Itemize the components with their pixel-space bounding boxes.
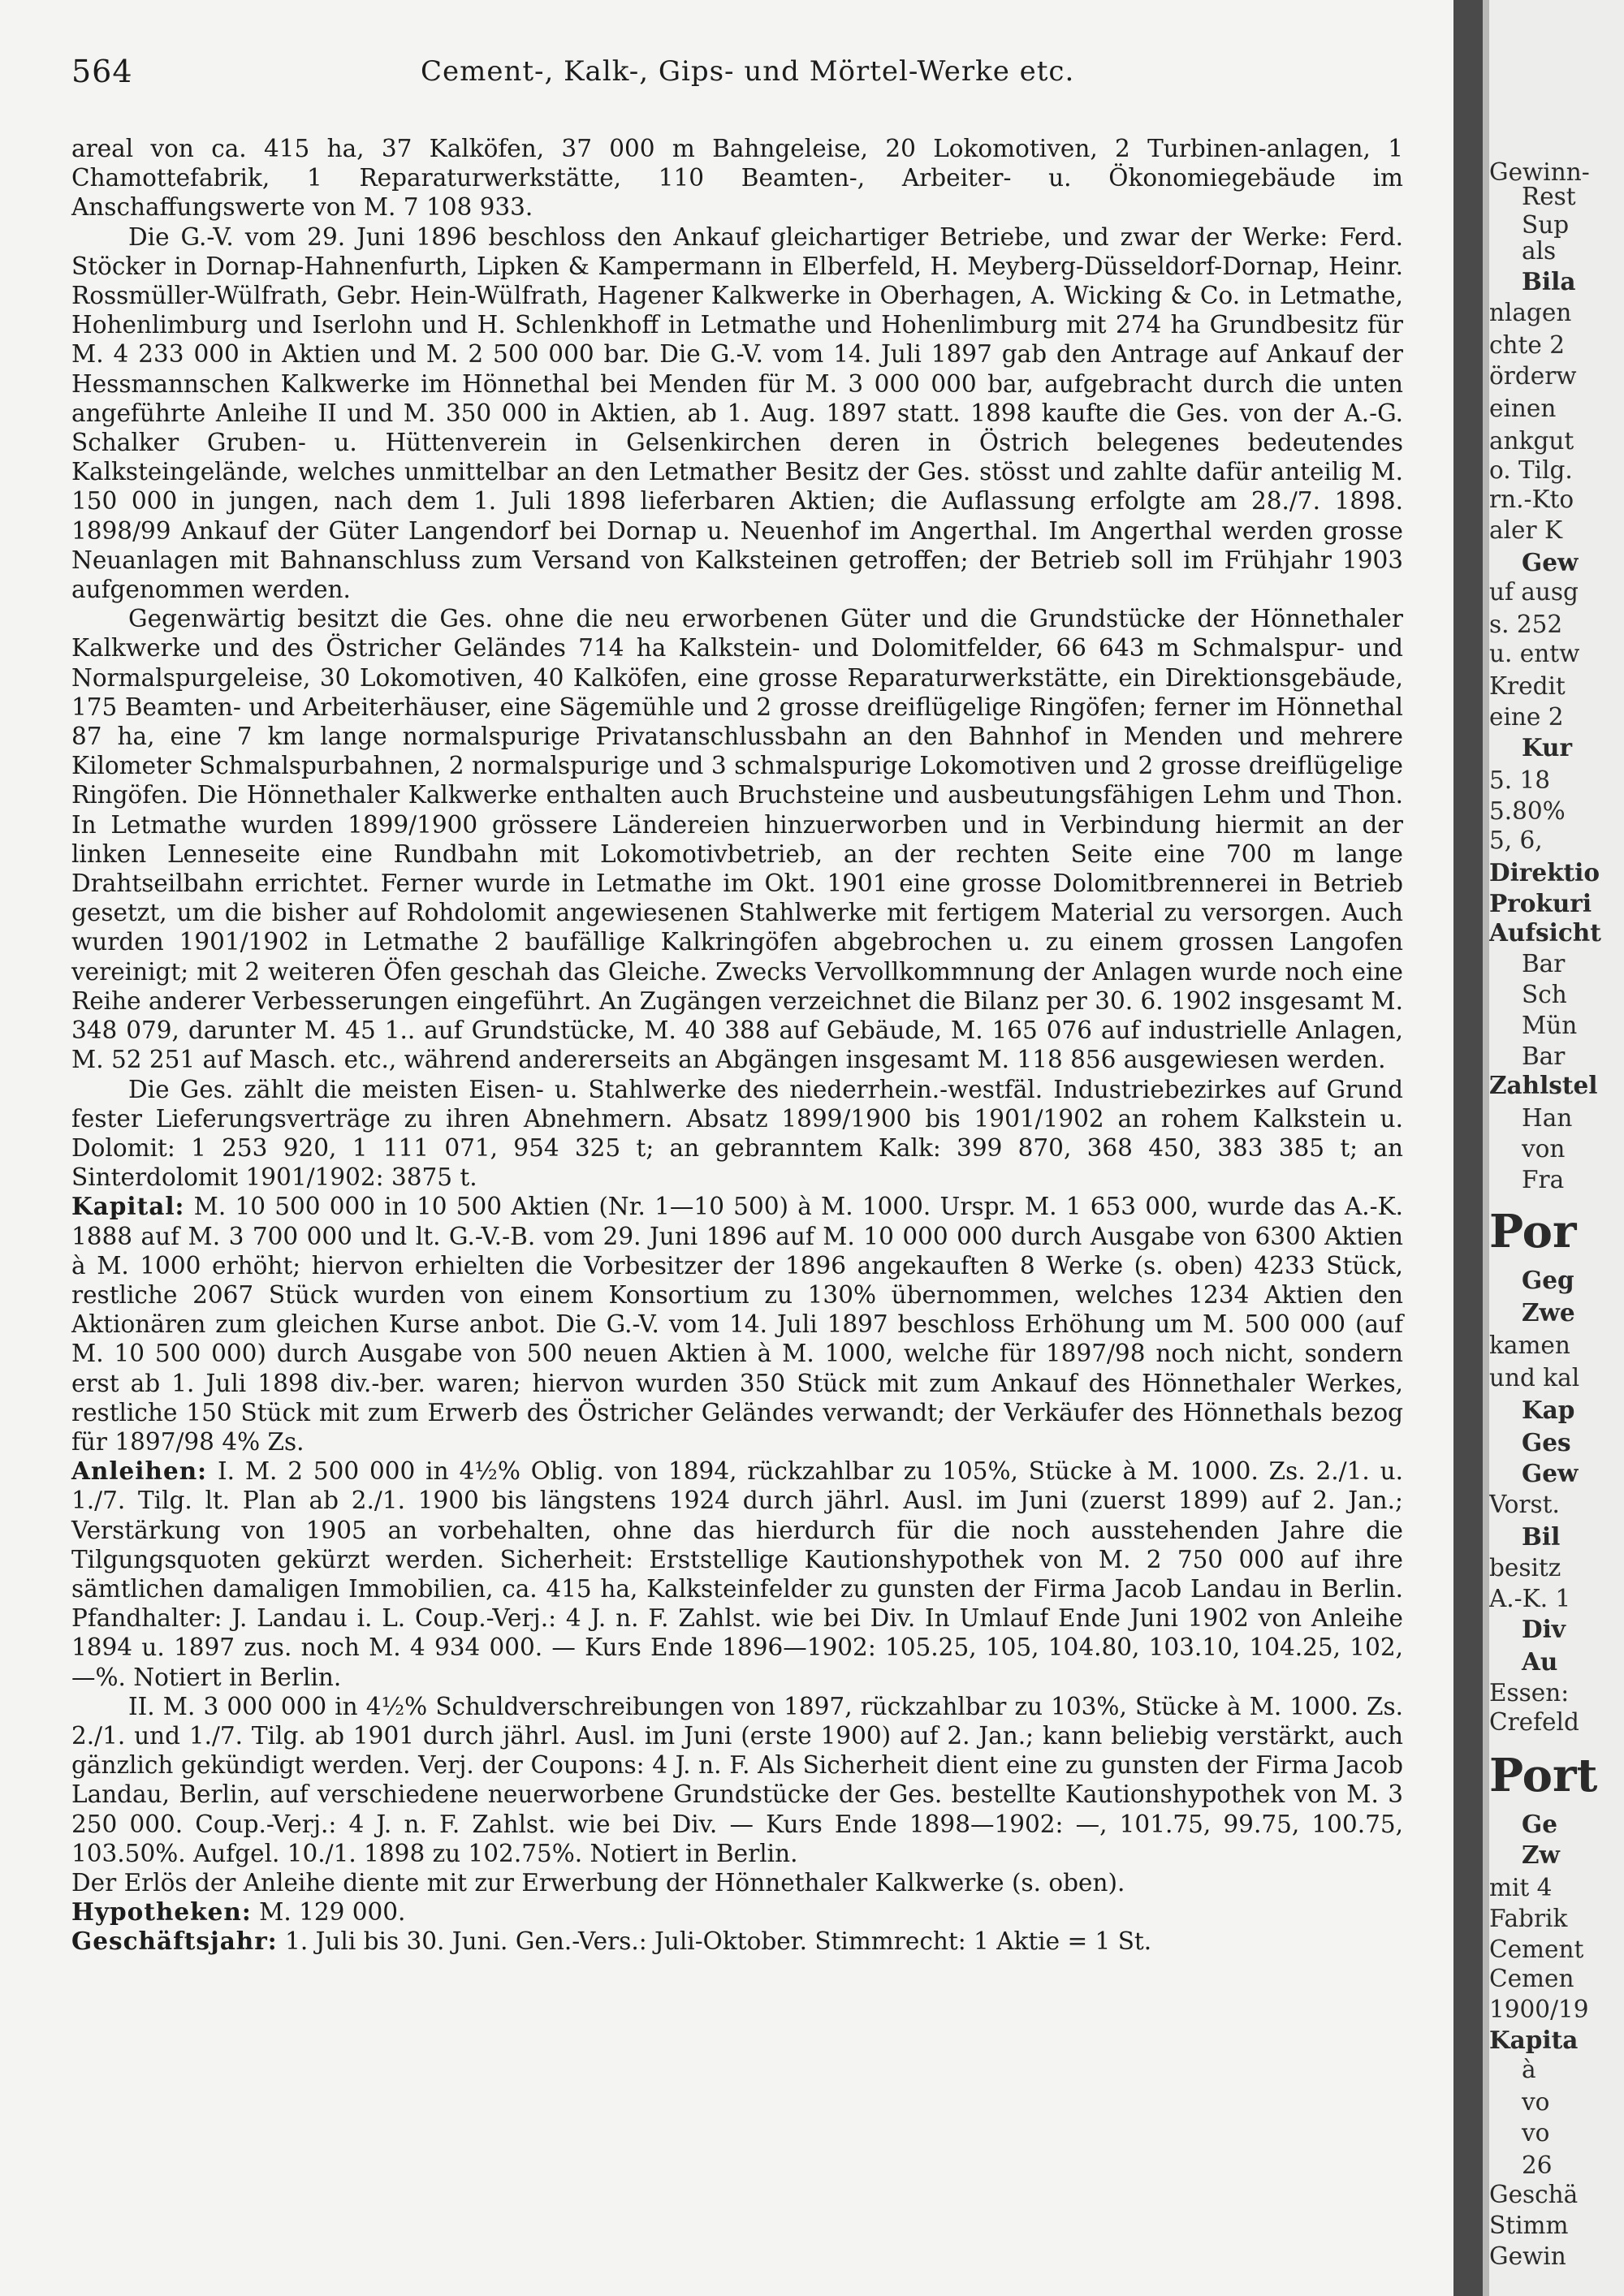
adjacent-text-fragment: Zw	[1522, 1841, 1560, 1869]
adjacent-text-fragment: Kap	[1522, 1396, 1575, 1424]
section-label: Geschäftsjahr:	[71, 1927, 278, 1956]
paragraph	[71, 604, 1403, 1074]
adjacent-text-fragment: Cement	[1489, 1936, 1584, 1963]
running-title: Cement-, Kalk-, Gips- und Mörtel-Werke etc.	[421, 55, 1075, 88]
adjacent-text-fragment: Bar	[1522, 1042, 1566, 1070]
adjacent-text-fragment: o. Tilg.	[1489, 456, 1573, 484]
paragraph-text: Die Ges. zählt die meisten Eisen- u. Stahlwerke des niederrhein.-westfäl. Industriebezirkes auf Grund fester Lieferungsverträge zu ihren Abnehmern. Absatz 1899/1900 bis 1901/1902 an rohem Kalkstein u. Dolomit: 1 253 920, 1 111 071, 954 325 t; an gebranntem Kalk: 399 870, 368 450, 383 385 t; an Sinterdolomit 1901/1902: 3875 t.	[71, 1075, 1403, 1192]
paragraph-text: areal von ca. 415 ha, 37 Kalköfen, 37 000 m Bahngeleise, 20 Lokomotiven, 2 Turbinen-anlagen, 1 Chamottefabrik, 1 Reparaturwerkstätte, 110 Beamten-, Arbeiter- u. Ökonomiegebäude im Anschaffungswerte von M. 7 108 933.	[71, 135, 1403, 222]
adjacent-text-fragment: Fra	[1522, 1166, 1565, 1193]
adjacent-text-fragment: 5, 6,	[1489, 826, 1543, 854]
adjacent-text-fragment: Au	[1522, 1647, 1558, 1676]
adjacent-text-fragment: Gewin	[1489, 2242, 1566, 2270]
adjacent-text-fragment: vo	[1522, 2088, 1550, 2116]
adjacent-text-fragment: Zwe	[1522, 1298, 1575, 1327]
adjacent-text-fragment: Bar	[1522, 950, 1566, 978]
section-label: Hypotheken:	[71, 1897, 252, 1927]
paragraph	[71, 1692, 1403, 1868]
adjacent-text-fragment: 5.80%	[1489, 797, 1566, 825]
gutter-shadow	[1453, 0, 1483, 2296]
section-paragraph	[71, 1927, 1403, 1956]
adjacent-text-fragment: 26	[1522, 2151, 1553, 2179]
adjacent-text-fragment: uf ausg	[1489, 578, 1579, 606]
gutter-edge	[1483, 0, 1489, 2296]
paragraph	[71, 222, 1403, 605]
adjacent-text-fragment: Direktio	[1489, 858, 1600, 887]
adjacent-text-fragment: Kredit	[1489, 672, 1566, 700]
adjacent-text-fragment: Port	[1489, 1749, 1598, 1802]
adjacent-text-fragment: Zahlstel	[1489, 1071, 1598, 1099]
adjacent-text-fragment: einen	[1489, 395, 1557, 422]
paragraph-text: Die G.-V. vom 29. Juni 1896 beschloss den Ankauf gleichartiger Betriebe, und zwar der Werke: Ferd. Stöcker in Dornap-Hahnenfurth, Lipken & Kampermann in Elberfeld, H. Meyberg-Düsseldorf-Dornap, Heinr. Rossmüller-Wülfrath, Gebr. Hein-Wülfrath, Hagener Kalkwerke in Oberhagen, A. Wicking & Co. in Letmathe, Hohenlimburg und Iserlohn und H. Schlenkhoff in Letmathe und Hohenlimburg mit 274 ha Grundbesitz für M. 4 233 000 in Aktien und M. 2 500 000 bar. Die G.-V. vom 14. Juli 1897 gab den Antrage auf Ankauf der Hessmannschen Kalkwerke im Hönnethal bei Menden für M. 3 000 000 bar, aufgebracht durch die unten angeführte Anleihe II und M. 350 000 in Aktien, ab 1. Aug. 1897 statt. 1898 kaufte die Ges. von der A.-G. Schalker Gruben- u. Hüttenverein in Gelsenkirchen deren in Östrich belegenes bedeutendes Kalksteingelände, welches unmittelbar an den Letmather Besitz der Ges. stösst und zahlte dafür anteilig M. 150 000 in jungen, nach dem 1. Juli 1898 lieferbaren Aktien; die Auflassung erfolgte am 28./7. 1898. 1898/99 Ankauf der Güter Langendorf bei Dornap u. Neuenhof im Angerthal. Im Angerthal werden grosse Neuanlagen mit Bahnanschluss zum Versand von Kalksteinen getroffen; der Betrieb soll im Frühjahr 1903 aufgenommen werden.	[71, 222, 1403, 604]
adjacent-text-fragment: Crefeld	[1489, 1708, 1579, 1736]
paragraph	[71, 134, 1403, 222]
paragraph-text: M. 129 000.	[259, 1898, 406, 1927]
adjacent-text-fragment: Gewinn-	[1489, 158, 1590, 186]
adjacent-text-fragment: Han	[1522, 1104, 1573, 1132]
section-label: Anleihen:	[71, 1457, 208, 1486]
paragraph	[71, 1075, 1403, 1193]
body-text	[71, 134, 1403, 1957]
page-number: 564	[71, 54, 133, 89]
adjacent-text-fragment: Por	[1489, 1205, 1577, 1258]
section-paragraph	[71, 1457, 1403, 1692]
adjacent-text-fragment: 5. 18	[1489, 766, 1551, 794]
adjacent-text-fragment: Cemen	[1489, 1965, 1574, 1992]
adjacent-text-fragment: ankgut	[1489, 427, 1574, 455]
adjacent-text-fragment: örderw	[1489, 362, 1577, 390]
section-paragraph	[71, 1192, 1403, 1457]
paragraph-text: 1. Juli bis 30. Juni. Gen.-Vers.: Juli-Oktober. Stimmrecht: 1 Aktie = 1 St.	[285, 1927, 1152, 1956]
adjacent-text-fragment: aler K	[1489, 516, 1562, 544]
adjacent-text-fragment: Kapita	[1489, 2026, 1579, 2054]
paragraph-text: Der Erlös der Anleihe diente mit zur Erwerbung der Hönnethaler Kalkwerke (s. oben).	[71, 1868, 1125, 1897]
adjacent-text-fragment: Fabrik	[1489, 1905, 1568, 1932]
adjacent-text-fragment: Mün	[1522, 1012, 1578, 1039]
adjacent-text-fragment: Kur	[1522, 733, 1572, 762]
adjacent-text-fragment: als	[1522, 237, 1557, 265]
adjacent-text-fragment: vo	[1522, 2119, 1550, 2147]
adjacent-text-fragment: und kal	[1489, 1364, 1580, 1392]
adjacent-text-fragment: s. 252	[1489, 611, 1563, 638]
paragraph	[71, 1868, 1403, 1897]
adjacent-text-fragment: Essen:	[1489, 1679, 1570, 1707]
adjacent-text-fragment: Ges	[1522, 1428, 1571, 1457]
adjacent-text-fragment: von	[1522, 1135, 1566, 1163]
adjacent-text-fragment: mit 4	[1489, 1874, 1553, 1901]
adjacent-text-fragment: Rest	[1522, 183, 1576, 210]
adjacent-text-fragment: Div	[1522, 1615, 1566, 1643]
adjacent-text-fragment: 1900/19	[1489, 1996, 1589, 2023]
adjacent-text-fragment: Sup	[1522, 211, 1570, 239]
paragraph-text: I. M. 2 500 000 in 4½% Oblig. von 1894, rückzahlbar zu 105%, Stücke à M. 1000. Zs. 2./1. u. 1./7. Tilg. lt. Plan ab 2./1. 1900 bis längstens 1924 durch jährl. Ausl. im Juni (zuerst 1899) auf 2. Jan.; Verstärkung von 1905 an vorbehalten, ohne das hierdurch für die noch ausstehenden Jahre die Tilgungsquoten gekürzt werden. Sicherheit: Erststellige Kautionshypothek von M. 2 750 000 auf ihre sämtlichen damaligen Immobilien, ca. 415 ha, Kalksteinfelder zu gunsten der Firma Jacob Landau in Berlin. Pfandhalter: J. Landau i. L. Coup.-Verj.: 4 J. n. F. Zahlst. wie bei Div. In Umlauf Ende Juni 1902 von Anleihe 1894 u. 1897 zus. noch M. 4 934 000. — Kurs Ende 1896—1902: 105.25, 105, 104.80, 103.10, 104.25, 102, —%. Notiert in Berlin.	[71, 1457, 1403, 1691]
adjacent-text-fragment: Geschä	[1489, 2181, 1579, 2208]
adjacent-text-fragment: à	[1522, 2056, 1536, 2083]
adjacent-text-fragment: Bil	[1522, 1522, 1561, 1551]
section-label: Kapital:	[71, 1192, 185, 1221]
adjacent-text-fragment: Geg	[1522, 1266, 1574, 1294]
adjacent-text-fragment: Sch	[1522, 981, 1567, 1008]
adjacent-text-fragment: A.-K. 1	[1489, 1585, 1571, 1612]
paragraph-text: Gegenwärtig besitzt die Ges. ohne die neu erworbenen Güter und die Grundstücke der Hönnethaler Kalkwerke und des Östricher Geländes 714 ha Kalkstein- und Dolomitfelder, 66 643 m Schmalspur- und Normalspurgeleise, 30 Lokomotiven, 40 Kalköfen, eine grosse Reparaturwerkstätte, ein Direktionsgebäude, 175 Beamten- und Arbeiterhäuser, eine Sägemühle und 2 grosse dreiflügelige Ringöfen; ferner im Hönnethal 87 ha, eine 7 km lange normalspurige Privatanschlussbahn an den Bahnhof in Menden und mehrere Kilometer Schmalspurbahnen, 2 normalspurige und 3 schmalspurige Lokomotiven und 2 grosse dreiflügelige Ringöfen. Die Hönnethaler Kalkwerke enthalten auch Bruchsteine und ausbeutungsfähigen Lehm und Thon. In Letmathe wurden 1899/1900 grössere Ländereien hinzuerworben und in Verbindung hiermit an der linken Lenneseite eine Rundbahn mit Lokomotivbetrieb, an der rechten Seite eine 700 m lange Drahtseilbahn errichtet. Ferner wurde in Letmathe im Okt. 1901 eine grosse Dolomitbrennerei in Betrieb gesetzt, um die bisher auf Rohdolomit angewiesenen Stahlwerke mit fertigem Material zu versorgen. Auch wurden 1901/1902 in Letmathe 2 baufällige Kalkringöfen abgebrochen u. zu einem grossen Langofen vereinigt; mit 2 weiteren Öfen geschah das Gleiche. Zwecks Vervollkommnung der Anlagen wurde noch eine Reihe anderer Verbesserungen eingeführt. An Zugängen verzeichnet die Bilanz per 30. 6. 1902 insgesamt M. 348 079, darunter M. 45 1.. auf Grundstücke, M. 40 388 auf Gebäude, M. 165 076 auf industrielle Anlagen, M. 52 251 auf Masch. etc., während andererseits an Abgängen insgesamt M. 118 856 ausgewiesen werden.	[71, 605, 1403, 1074]
adjacent-text-fragment: chte 2	[1489, 331, 1565, 359]
adjacent-text-fragment: besitz	[1489, 1554, 1561, 1582]
adjacent-text-fragment: Gew	[1522, 1459, 1579, 1487]
adjacent-text-fragment: Prokuri	[1489, 889, 1592, 917]
adjacent-text-fragment: Stimm	[1489, 2212, 1569, 2239]
section-paragraph	[71, 1897, 1403, 1927]
adjacent-text-fragment: u. entw	[1489, 640, 1580, 667]
adjacent-text-fragment: eine 2	[1489, 703, 1564, 731]
adjacent-text-fragment: rn.-Kto	[1489, 486, 1574, 513]
paragraph-text: II. M. 3 000 000 in 4½% Schuldverschreibungen von 1897, rückzahlbar zu 103%, Stücke à M. 1000. Zs. 2./1. und 1./7. Tilg. ab 1901 durch jährl. Ausl. im Juni (erste 1900) auf 2. Jan.; kann beliebig verstärkt, auch gänzlich gekündigt werden. Verj. der Coupons: 4 J. n. F. Als Sicherheit dient eine zu gunsten der Firma Jacob Landau, Berlin, auf verschiedene neuerworbene Grundstücke der Ges. bestellte Kautionshypothek von M. 3 250 000. Coup.-Verj.: 4 J. n. F. Zahlst. wie bei Div. — Kurs Ende 1898—1902: —, 101.75, 99.75, 100.75, 103.50%. Aufgel. 10./1. 1898 zu 102.75%. Notiert in Berlin.	[71, 1692, 1403, 1867]
adjacent-text-fragment: Bila	[1522, 267, 1576, 296]
adjacent-text-fragment: Gew	[1522, 548, 1579, 576]
adjacent-page-fragment	[1489, 0, 1624, 2296]
paragraph-text: M. 10 500 000 in 10 500 Aktien (Nr. 1—10 500) à M. 1000. Urspr. M. 1 653 000, wurde das A.-K. 1888 auf M. 3 700 000 und lt. G.-V.-B. vom 29. Juni 1896 auf M. 10 000 000 durch Ausgabe von 6300 Aktien à M. 1000 erhöht; hiervon erhielten die Vorbesitzer der 1896 angekauften 8 Werke (s. oben) 4233 Stück, restliche 2067 Stück wurden von einem Konsortium zu 130% übernommen, welches 1234 Aktien den Aktionären zum gleichen Kurse anbot. Die G.-V. vom 14. Juli 1897 beschloss Erhöhung um M. 500 000 (auf M. 10 500 000) durch Ausgabe von 500 neuen Aktien à M. 1000, welche für 1897/98 noch nicht, sondern erst ab 1. Juli 1898 div.-ber. waren; hiervon wurden 350 Stück mit zum Ankauf des Hönnethaler Werkes, restliche 150 Stück mit zum Erwerb des Östricher Geländes verwandt; der Verkäufer des Hönnethals bezog für 1897/98 4% Zs.	[71, 1193, 1403, 1456]
adjacent-text-fragment: nlagen	[1489, 299, 1572, 326]
adjacent-text-fragment: Ge	[1522, 1810, 1557, 1838]
page-header	[71, 54, 1403, 94]
adjacent-text-fragment: kamen	[1489, 1331, 1570, 1359]
adjacent-text-fragment: Aufsicht	[1489, 918, 1601, 947]
adjacent-text-fragment: Vorst.	[1489, 1491, 1560, 1518]
